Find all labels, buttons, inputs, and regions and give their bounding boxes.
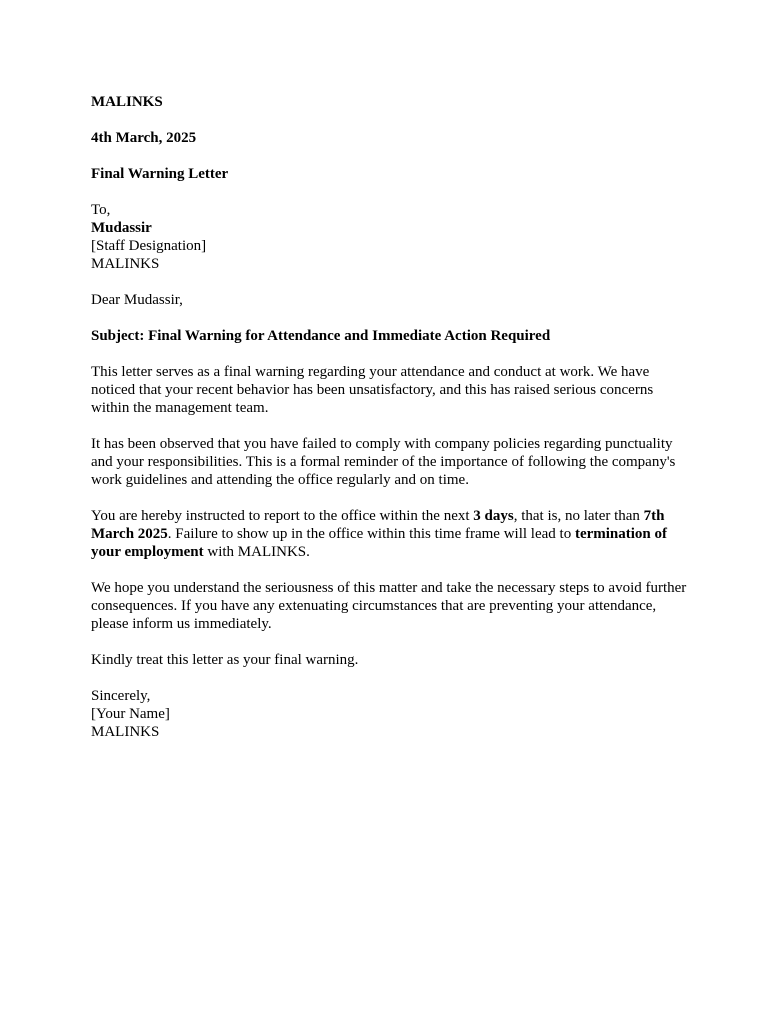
body-paragraph-2: It has been observed that you have failed to comply with company policies regarding punctuality and your responsibilities. This is a formal reminder of the importance of following the company's work guidelines and attending the office regularly and on time.	[91, 436, 676, 488]
recipient-block	[91, 201, 691, 273]
sender-company: MALINKS	[91, 724, 160, 740]
to-label: To,	[91, 202, 111, 218]
body-paragraph-3: You are hereby instructed to report to the office within the next 3 days, that is, no later than 7th March 2025. Failure to show up in the office within this time frame will lead to termination of your employment with MALINKS.	[91, 508, 668, 560]
termination-warning: termination of your employment	[91, 526, 668, 560]
recipient-designation: [Staff Designation]	[91, 238, 207, 254]
body-paragraph-5: Kindly treat this letter as your final warning.	[91, 652, 359, 668]
letter-date: 4th March, 2025	[91, 130, 197, 146]
recipient-company: MALINKS	[91, 256, 160, 272]
body-paragraph-4: We hope you understand the seriousness of this matter and take the necessary steps to avoid further consequences. If you have any extenuating circumstances that are preventing your attendance, please inform us immediately.	[91, 580, 687, 632]
deadline-days: 3 days	[473, 508, 514, 524]
deadline-date: 7th March 2025	[91, 508, 665, 542]
salutation: Dear Mudassir,	[91, 292, 183, 308]
letter-title: Final Warning Letter	[91, 166, 229, 182]
body-paragraph-1: This letter serves as a final warning regarding your attendance and conduct at work. We have noticed that your recent behavior has been unsatisfactory, and this has raised serious concerns within the management team.	[91, 364, 654, 416]
sender-name: [Your Name]	[91, 706, 170, 722]
sign-off: Sincerely,	[91, 688, 151, 704]
company-header: MALINKS	[91, 94, 163, 110]
closing-block	[91, 687, 691, 741]
recipient-name: Mudassir	[91, 220, 152, 236]
letter-document	[91, 93, 691, 759]
subject-line: Subject: Final Warning for Attendance and Immediate Action Required	[91, 328, 551, 344]
